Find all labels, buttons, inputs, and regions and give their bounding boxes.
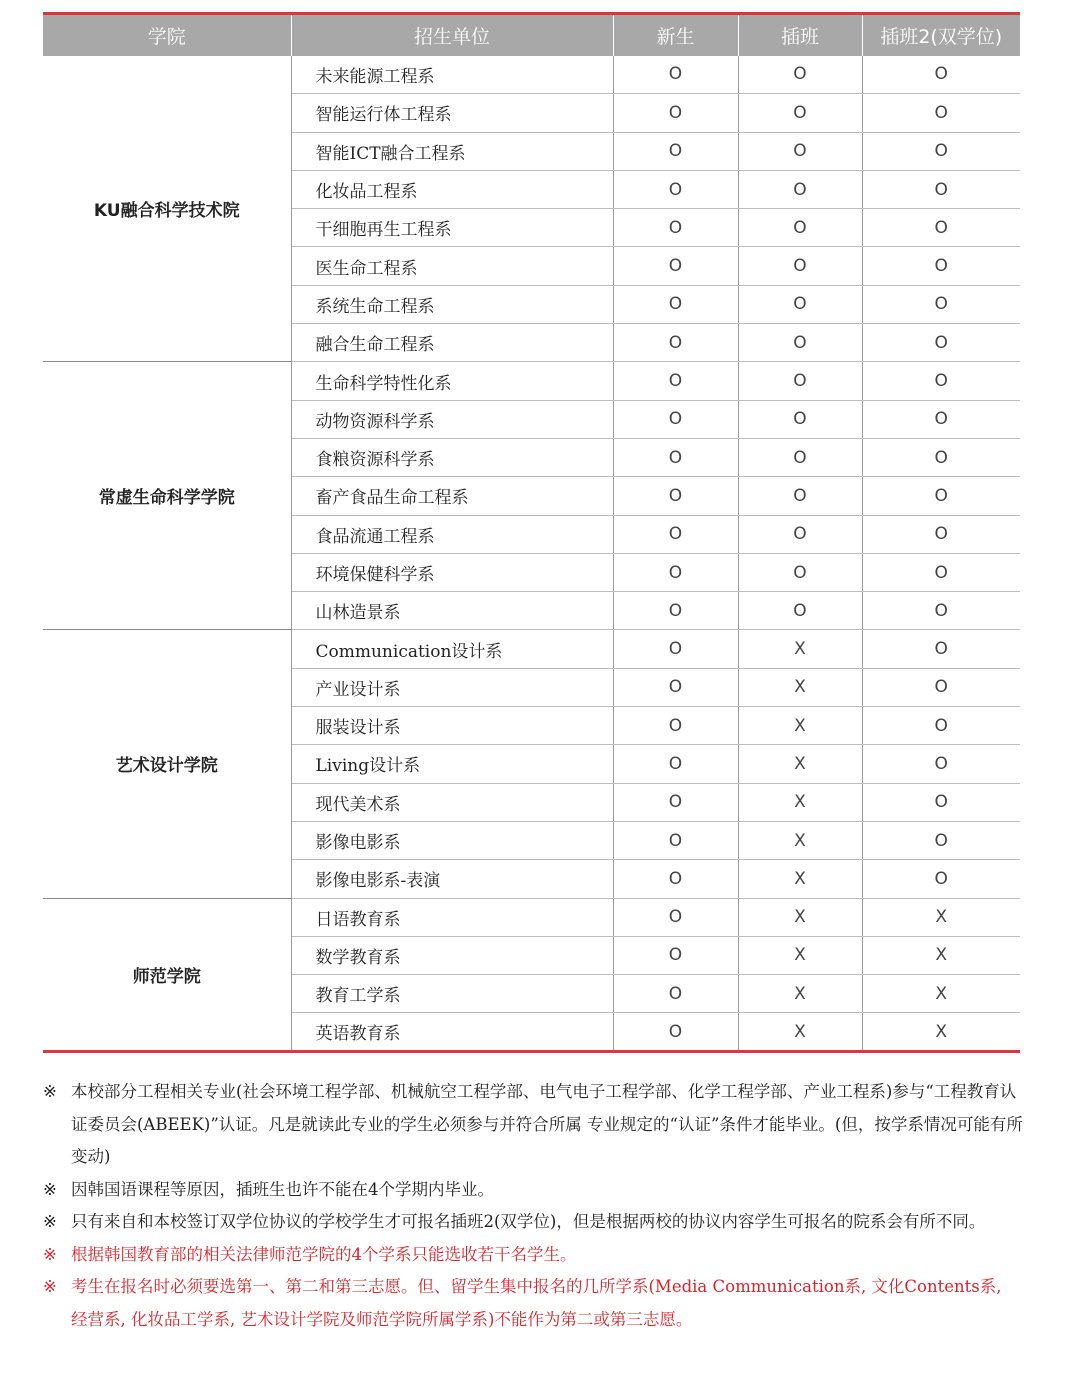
department-name: 山林造景系 bbox=[291, 592, 613, 630]
note-item bbox=[43, 1239, 1023, 1272]
transfer-availability: O bbox=[738, 56, 862, 94]
double-degree-availability: O bbox=[862, 821, 1020, 859]
department-name: 干细胞再生工程系 bbox=[291, 209, 613, 247]
department-name: 服装设计系 bbox=[291, 707, 613, 745]
new-student-availability: O bbox=[613, 94, 738, 132]
reference-mark-icon: ※ bbox=[43, 1082, 57, 1101]
header-college: 学院 bbox=[43, 14, 291, 56]
double-degree-availability: O bbox=[862, 630, 1020, 668]
table-body bbox=[43, 56, 1020, 1052]
reference-mark-icon: ※ bbox=[43, 1212, 57, 1231]
new-student-availability: O bbox=[613, 860, 738, 898]
note-item bbox=[43, 1206, 1023, 1239]
department-name: 智能ICT融合工程系 bbox=[291, 132, 613, 170]
transfer-availability: X bbox=[738, 898, 862, 936]
department-name: 系统生命工程系 bbox=[291, 285, 613, 323]
new-student-availability: O bbox=[613, 707, 738, 745]
reference-mark-icon: ※ bbox=[43, 1179, 57, 1199]
header-transfer: 插班 bbox=[738, 14, 862, 56]
double-degree-availability: O bbox=[862, 94, 1020, 132]
header-new-student: 新生 bbox=[613, 14, 738, 56]
double-degree-availability: O bbox=[862, 324, 1020, 362]
reference-mark-icon: ※ bbox=[43, 1277, 57, 1296]
department-name: 影像电影系 bbox=[291, 821, 613, 859]
department-name: 现代美术系 bbox=[291, 783, 613, 821]
department-name: Communication设计系 bbox=[291, 630, 613, 668]
department-name: 生命科学特性化系 bbox=[291, 362, 613, 400]
new-student-availability: O bbox=[613, 438, 738, 476]
transfer-availability: O bbox=[738, 94, 862, 132]
double-degree-availability: O bbox=[862, 247, 1020, 285]
double-degree-availability: O bbox=[862, 400, 1020, 438]
transfer-availability: O bbox=[738, 362, 862, 400]
table-row bbox=[43, 630, 1020, 668]
new-student-availability: O bbox=[613, 400, 738, 438]
double-degree-availability: X bbox=[862, 936, 1020, 974]
double-degree-availability: O bbox=[862, 860, 1020, 898]
transfer-availability: X bbox=[738, 821, 862, 859]
transfer-availability: O bbox=[738, 477, 862, 515]
new-student-availability: O bbox=[613, 324, 738, 362]
transfer-availability: O bbox=[738, 515, 862, 553]
double-degree-availability: X bbox=[862, 898, 1020, 936]
new-student-availability: O bbox=[613, 515, 738, 553]
note-item bbox=[43, 1271, 1023, 1336]
transfer-availability: O bbox=[738, 170, 862, 208]
department-name: 影像电影系-表演 bbox=[291, 860, 613, 898]
transfer-availability: O bbox=[738, 438, 862, 476]
department-name: 动物资源科学系 bbox=[291, 400, 613, 438]
transfer-availability: X bbox=[738, 668, 862, 706]
department-name: 智能运行体工程系 bbox=[291, 94, 613, 132]
transfer-availability: X bbox=[738, 745, 862, 783]
new-student-availability: O bbox=[613, 630, 738, 668]
new-student-availability: O bbox=[613, 1013, 738, 1051]
double-degree-availability: O bbox=[862, 783, 1020, 821]
department-name: 英语教育系 bbox=[291, 1013, 613, 1051]
college-name: KU融合科学技术院 bbox=[43, 56, 291, 362]
transfer-availability: O bbox=[738, 285, 862, 323]
transfer-availability: O bbox=[738, 400, 862, 438]
reference-mark-icon: ※ bbox=[43, 1244, 57, 1264]
double-degree-availability: O bbox=[862, 745, 1020, 783]
double-degree-availability: O bbox=[862, 362, 1020, 400]
note-text: 本校部分工程相关专业(社会环境工程学部、机械航空工程学部、电气电子工程学部、化学工程学部、产业工程系)参与“工程教育认证委员会(ABEEK)”认证。凡是就读此专业的学生必须参与并符合所属 专业规定的“认证”条件才能毕业。(但，按学系情况可能有所变动) bbox=[71, 1082, 1023, 1166]
department-name: 环境保健科学系 bbox=[291, 553, 613, 591]
double-degree-availability: O bbox=[862, 707, 1020, 745]
transfer-availability: X bbox=[738, 975, 862, 1013]
new-student-availability: O bbox=[613, 668, 738, 706]
department-name: 日语教育系 bbox=[291, 898, 613, 936]
new-student-availability: O bbox=[613, 209, 738, 247]
new-student-availability: O bbox=[613, 170, 738, 208]
new-student-availability: O bbox=[613, 247, 738, 285]
transfer-availability: X bbox=[738, 1013, 862, 1051]
college-name: 常虚生命科学学院 bbox=[43, 362, 291, 630]
new-student-availability: O bbox=[613, 553, 738, 591]
double-degree-availability: X bbox=[862, 1013, 1020, 1051]
double-degree-availability: O bbox=[862, 170, 1020, 208]
admissions-table-container bbox=[43, 12, 1020, 1053]
college-name: 师范学院 bbox=[43, 898, 291, 1051]
new-student-availability: O bbox=[613, 975, 738, 1013]
transfer-availability: X bbox=[738, 860, 862, 898]
new-student-availability: O bbox=[613, 132, 738, 170]
transfer-availability: O bbox=[738, 592, 862, 630]
header-transfer-double-degree: 插班2(双学位) bbox=[862, 14, 1020, 56]
table-row bbox=[43, 898, 1020, 936]
note-item bbox=[43, 1174, 1023, 1207]
new-student-availability: O bbox=[613, 285, 738, 323]
double-degree-availability: O bbox=[862, 285, 1020, 323]
table-row bbox=[43, 362, 1020, 400]
notes-section bbox=[43, 1076, 1023, 1336]
double-degree-availability: O bbox=[862, 515, 1020, 553]
table-row bbox=[43, 56, 1020, 94]
new-student-availability: O bbox=[613, 362, 738, 400]
transfer-availability: O bbox=[738, 553, 862, 591]
double-degree-availability: O bbox=[862, 56, 1020, 94]
college-name: 艺术设计学院 bbox=[43, 630, 291, 898]
note-text: 根据韩国教育部的相关法律师范学院的4个学系只能选收若干名学生。 bbox=[71, 1244, 577, 1264]
transfer-availability: X bbox=[738, 707, 862, 745]
new-student-availability: O bbox=[613, 592, 738, 630]
double-degree-availability: O bbox=[862, 209, 1020, 247]
double-degree-availability: O bbox=[862, 438, 1020, 476]
transfer-availability: O bbox=[738, 247, 862, 285]
double-degree-availability: O bbox=[862, 592, 1020, 630]
transfer-availability: O bbox=[738, 132, 862, 170]
department-name: 化妆品工程系 bbox=[291, 170, 613, 208]
department-name: 畜产食品生命工程系 bbox=[291, 477, 613, 515]
new-student-availability: O bbox=[613, 477, 738, 515]
department-name: Living设计系 bbox=[291, 745, 613, 783]
table-header-row bbox=[43, 14, 1020, 56]
new-student-availability: O bbox=[613, 898, 738, 936]
note-text: 只有来自和本校签订双学位协议的学校学生才可报名插班2(双学位)，但是根据两校的协议内容学生可报名的院系会有所不同。 bbox=[71, 1212, 986, 1231]
department-name: 食品流通工程系 bbox=[291, 515, 613, 553]
department-name: 教育工学系 bbox=[291, 975, 613, 1013]
department-name: 产业设计系 bbox=[291, 668, 613, 706]
new-student-availability: O bbox=[613, 56, 738, 94]
department-name: 未来能源工程系 bbox=[291, 56, 613, 94]
new-student-availability: O bbox=[613, 783, 738, 821]
department-name: 融合生命工程系 bbox=[291, 324, 613, 362]
double-degree-availability: O bbox=[862, 668, 1020, 706]
department-name: 食粮资源科学系 bbox=[291, 438, 613, 476]
transfer-availability: X bbox=[738, 936, 862, 974]
note-item bbox=[43, 1076, 1023, 1174]
note-text: 考生在报名时必须要选第一、第二和第三志愿。但、留学生集中报名的几所学系(Media Communication系, 文化Contents系, 经营系, 化妆品工学系, 艺术设计学院及师范学院所属学系)不能作为第二或第三志愿。 bbox=[71, 1277, 1002, 1329]
transfer-availability: O bbox=[738, 324, 862, 362]
new-student-availability: O bbox=[613, 936, 738, 974]
double-degree-availability: O bbox=[862, 477, 1020, 515]
header-department: 招生单位 bbox=[291, 14, 613, 56]
transfer-availability: X bbox=[738, 630, 862, 668]
double-degree-availability: X bbox=[862, 975, 1020, 1013]
department-name: 数学教育系 bbox=[291, 936, 613, 974]
admissions-table bbox=[43, 12, 1020, 1053]
department-name: 医生命工程系 bbox=[291, 247, 613, 285]
transfer-availability: X bbox=[738, 783, 862, 821]
new-student-availability: O bbox=[613, 745, 738, 783]
transfer-availability: O bbox=[738, 209, 862, 247]
double-degree-availability: O bbox=[862, 553, 1020, 591]
double-degree-availability: O bbox=[862, 132, 1020, 170]
new-student-availability: O bbox=[613, 821, 738, 859]
note-text: 因韩国语课程等原因，插班生也许不能在4个学期内毕业。 bbox=[71, 1179, 494, 1199]
